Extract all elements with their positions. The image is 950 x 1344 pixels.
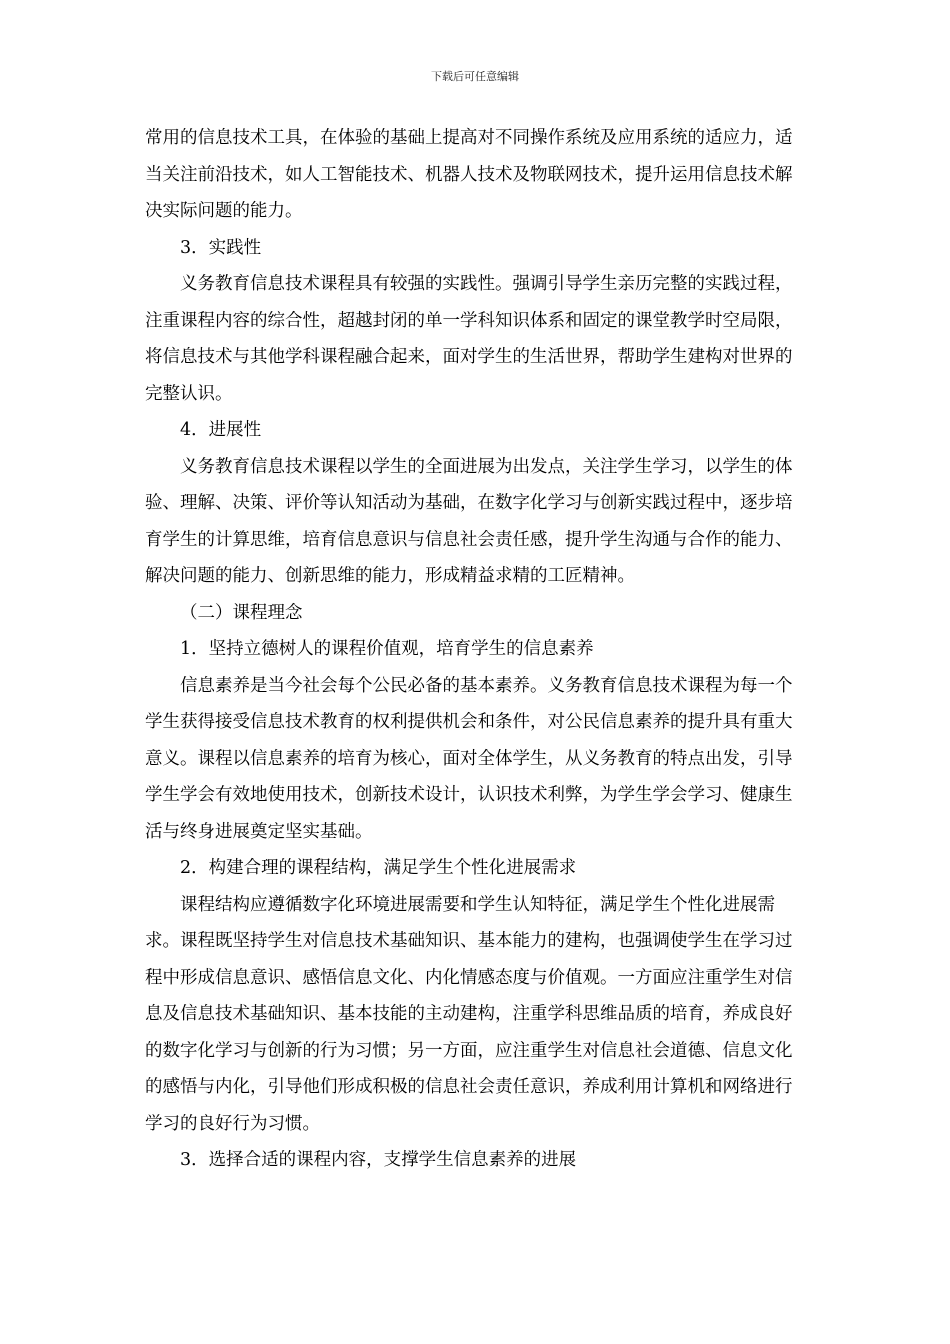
section-heading: 3．实践性 (180, 237, 262, 258)
paragraph: 常用的信息技术工具，在体验的基础上提高对不同操作系统及应用系统的适应力，适当关注前沿技术，如人工智能技术、机器人技术及物联网技术，提升运用信息技术解决实际问题的能力。 (145, 128, 793, 221)
document-body (145, 120, 808, 1179)
header-note: 下载后可任意编辑 (431, 70, 519, 83)
paragraph: 信息素养是当今社会每个公民必备的基本素养。义务教育信息技术课程为每一个学生获得接受信息技术教育的权利提供机会和条件，对公民信息素养的提升具有重大意义。课程以信息素养的培育为核心，面对全体学生，从义务教育的特点出发，引导学生学会有效地使用技术，创新技术设计，认识技术利弊，为学生学会学习、健康生活与终身进展奠定坚实基础。 (145, 675, 793, 842)
paragraph: 课程结构应遵循数字化环境进展需要和学生认知特征，满足学生个性化进展需求。课程既坚持学生对信息技术基础知识、基本能力的建构，也强调使学生在学习过程中形成信息意识、感悟信息文化、内化情感态度与价值观。一方面应注重学生对信息及信息技术基础知识、基本技能的主动建构，注重学科思维品质的培育，养成良好的数字化学习与创新的行为习惯；另一方面，应注重学生对信息社会道德、信息文化的感悟与内化，引导他们形成积极的信息社会责任意识，养成利用计算机和网络进行学习的良好行为习惯。 (145, 894, 793, 1134)
section-heading: 1．坚持立德树人的课程价值观，培育学生的信息素养 (180, 639, 594, 659)
section-heading: （二）课程理念 (180, 602, 303, 623)
section-heading: 2．构建合理的课程结构，满足学生个性化进展需求 (180, 858, 577, 878)
paragraph: 义务教育信息技术课程以学生的全面进展为出发点，关注学生学习，以学生的体验、理解、决策、评价等认知活动为基础，在数字化学习与创新实践过程中，逐步培育学生的计算思维，培育信息意识与信息社会责任感，提升学生沟通与合作的能力、解决问题的能力、创新思维的能力，形成精益求精的工匠精神。 (145, 456, 793, 586)
section-heading: 4．进展性 (180, 420, 262, 440)
section-heading: 3．选择合适的课程内容，支撑学生信息素养的进展 (180, 1150, 577, 1170)
paragraph: 义务教育信息技术课程具有较强的实践性。强调引导学生亲历完整的实践过程，注重课程内容的综合性，超越封闭的单一学科知识体系和固定的课堂教学时空局限，将信息技术与其他学科课程融合起来，面对学生的生活世界，帮助学生建构对世界的完整认识。 (145, 274, 793, 404)
